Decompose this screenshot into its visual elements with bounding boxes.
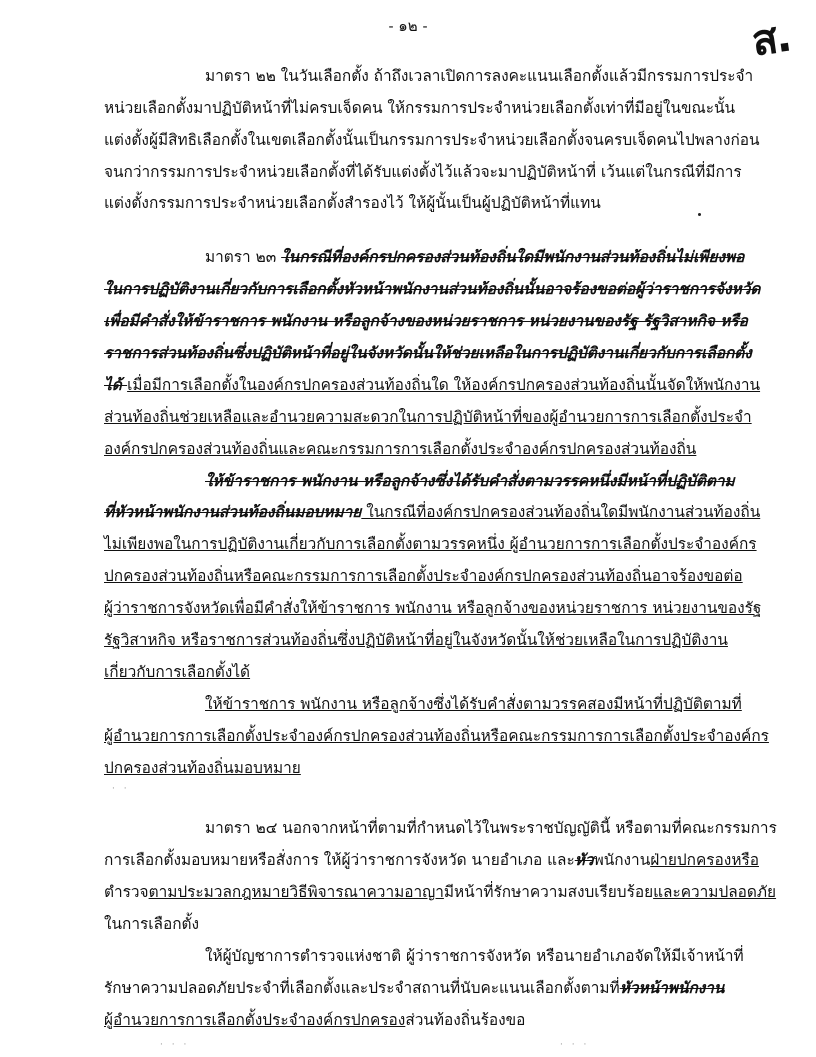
underlined-text: ปกครองส่วนท้องถิ่นหรือคณะกรรมการการเลือกตั้งประจำองค์กรปกครองส่วนท้องถิ่นอาจร้องขอต่อ <box>104 567 743 585</box>
section-23-para-2-line-2 <box>104 502 761 522</box>
section-23-para-2-line-7 <box>104 662 724 682</box>
struck-text: หัวหน้าพนักงาน <box>619 979 725 997</box>
section-23-line-7 <box>104 439 724 459</box>
struck-text: ได้ <box>104 376 128 394</box>
struck-text: เพื่อมีคำสั่งให้ข้าราชการ พนักงาน หรือลูกจ้างของหน่วยราชการ หน่วยงานของรัฐ รัฐวิสาหกิจ หรือ <box>104 312 748 330</box>
plain-text: ส่วนท้องถิ่นร้องขอ <box>405 1011 526 1029</box>
scan-speck: · · <box>112 784 130 794</box>
underlined-text: ปกครองส่วนท้องถิ่นมอบหมาย <box>104 759 301 777</box>
handwritten-stamp: ส. <box>749 11 794 66</box>
underlined-text: และความปลอดภัย <box>653 883 777 901</box>
scan-speck: · · · <box>160 1040 190 1050</box>
section-23-para-2-line-4 <box>104 566 743 586</box>
speck-dot <box>698 213 701 216</box>
section-23-para-2-line-1 <box>205 471 735 491</box>
scan-speck: · · · <box>560 1040 590 1050</box>
struck-text: ในการปฏิบัติงานเกี่ยวกับการเลือกตั้งหัวหน้าพนักงานส่วนท้องถิ่นนั้นอาจร้องขอต่อผู้ว่าราชการจังหวัด <box>104 280 761 298</box>
section-23-line-6 <box>104 407 752 427</box>
page-number: - ๑๒ - <box>388 17 428 35</box>
plain-text: การเลือกตั้งมอบหมายหรือสั่งการ ให้ผู้ว่าราชการจังหวัด นายอำเภอ และ <box>104 851 575 869</box>
section-23-para-3-line-2 <box>104 726 769 746</box>
section-23-para-3-line-1 <box>205 694 742 714</box>
plain-text: รักษาความปลอดภัยประจำที่เลือกตั้งและประจำสถานที่นับคะแนนเลือกตั้งตามที่ <box>104 979 620 997</box>
section-24-para-2-line-3 <box>104 1010 724 1030</box>
plain-text: พนักงาน <box>593 851 651 869</box>
plain-text: ตำรวจ <box>104 883 149 901</box>
section-24-para-2-line-1: ให้ผู้บัญชาการตำรวจแห่งชาติ ผู้ว่าราชการจังหวัด หรือนายอำเภอจัดให้มีเจ้าหน้าที่ <box>205 947 744 965</box>
underlined-text: ผู้อำนวยการการเลือกตั้งประจำองค์กรปกครอง <box>104 1011 406 1029</box>
section-23-para-2-line-3 <box>104 534 757 554</box>
section-23-para-2-line-5 <box>104 598 762 618</box>
section-22-line-2: หน่วยเลือกตั้งมาปฏิบัติหน้าที่ไม่ครบเจ็ดคน ให้กรรมการประจำหน่วยเลือกตั้งเท่าที่มีอยู่ในขณะนั้น <box>104 99 736 117</box>
section-22-line-1: มาตรา ๒๒ ในวันเลือกตั้ง ถ้าถึงเวลาเปิดการลงคะแนนเลือกตั้งแล้วมีกรรมการประจำ <box>205 67 754 85</box>
section-23-line-1 <box>205 247 745 267</box>
underlined-text: องค์กรปกครองส่วนท้องถิ่นและคณะกรรมการการเลือกตั้งประจำองค์กรปกครองส่วนท้องถิ่น <box>104 440 697 458</box>
underlined-text: ให้ข้าราชการ พนักงาน หรือลูกจ้างซึ่งได้รับคำสั่งตามวรรคสองมีหน้าที่ปฏิบัติตามที่ <box>205 695 742 713</box>
section-23-heading: มาตรา ๒๓ <box>205 248 282 266</box>
section-23-line-2 <box>104 279 761 299</box>
underlined-text: ฝ่ายปกครองหรือ <box>650 851 759 869</box>
underlined-text: ผู้ว่าราชการจังหวัดเพื่อมีคำสั่งให้ข้าราชการ พนักงาน หรือลูกจ้างของหน่วยราชการ หน่วยงานของรัฐ <box>104 599 762 617</box>
struck-text: ในกรณีที่องค์กรปกครองส่วนท้องถิ่นใดมีพนักงานส่วนท้องถิ่นไม่เพียงพอ <box>281 248 745 266</box>
struck-text: หัว <box>574 851 594 869</box>
struck-text: ให้ข้าราชการ พนักงาน หรือลูกจ้างซึ่งได้รับคำสั่งตามวรรคหนึ่งมีหน้าที่ปฏิบัติตาม <box>205 472 735 490</box>
section-23-line-3 <box>104 311 748 331</box>
plain-text: มีหน้าที่รักษาความสงบเรียบร้อย <box>443 883 654 901</box>
section-24-line-4: ในการเลือกตั้ง <box>104 915 200 933</box>
underlined-text: รัฐวิสาหกิจ หรือราชการส่วนท้องถิ่นซึ่งปฏิบัติหน้าที่อยู่ในจังหวัดนั้นให้ช่วยเหลือในการปฏิบัติงาน <box>104 631 728 649</box>
section-24-line-2 <box>104 850 759 870</box>
section-24-line-3 <box>104 882 777 902</box>
underlined-text: ผู้อำนวยการการเลือกตั้งประจำองค์กรปกครองส่วนท้องถิ่นหรือคณะกรรมการการเลือกตั้งประจำองค์กร <box>104 727 769 745</box>
struck-text: ราชการส่วนท้องถิ่นซึ่งปฏิบัติหน้าที่อยู่ในจังหวัดนั้นให้ช่วยเหลือในการปฏิบัติงานเกี่ยวกับการเลือกตั้ง <box>104 344 752 362</box>
section-22-line-3: แต่งตั้งผู้มีสิทธิเลือกตั้งในเขตเลือกตั้งนั้นเป็นกรรมการประจำหน่วยเลือกตั้งจนครบเจ็ดคนไปพลางก่อน <box>104 131 760 149</box>
underlined-text: ส่วนท้องถิ่นช่วยเหลือและอำนวยความสะดวกในการปฏิบัติหน้าที่ของผู้อำนวยการการเลือกตั้งประจำ <box>104 408 752 426</box>
section-24-para-2-line-2 <box>104 978 724 998</box>
struck-text: ที่หัวหน้าพนักงานส่วนท้องถิ่นมอบหมาย <box>104 503 362 521</box>
section-24-line-1: มาตรา ๒๔ นอกจากหน้าที่ตามที่กำหนดไว้ในพระราชบัญญัตินี้ หรือตามที่คณะกรรมการ <box>205 819 777 837</box>
section-22-line-5: แต่งตั้งกรรมการประจำหน่วยเลือกตั้งสำรองไว้ ให้ผู้นั้นเป็นผู้ปฏิบัติหน้าที่แทน <box>104 194 601 212</box>
underlined-text: ตามประมวลกฎหมายวิธีพิจารณาความอาญา <box>148 883 444 901</box>
section-22-line-4: จนกว่ากรรมการประจำหน่วยเลือกตั้งที่ได้รับแต่งตั้งไว้แล้วจะมาปฏิบัติหน้าที่ เว้นแต่ในกรณีที่มีการ <box>104 163 742 181</box>
section-23-para-2-line-6 <box>104 630 728 650</box>
underlined-text: ไม่เพียงพอในการปฏิบัติงานเกี่ยวกับการเลือกตั้งตามวรรคหนึ่ง ผู้อำนวยการการเลือกตั้งประจำองค์กร <box>104 535 757 553</box>
section-23-line-4 <box>104 343 752 363</box>
underlined-text: เกี่ยวกับการเลือกตั้งได้ <box>104 663 251 681</box>
underlined-text: เมื่อมีการเลือกตั้งในองค์กรปกครองส่วนท้องถิ่นใด ให้องค์กรปกครองส่วนท้องถิ่นนั้นจัดให้พนักงาน <box>127 376 761 394</box>
section-23-para-3-line-3 <box>104 758 724 778</box>
underlined-text: ในกรณีที่องค์กรปกครองส่วนท้องถิ่นใดมีพนักงานส่วนท้องถิ่น <box>361 503 761 521</box>
section-23-line-5 <box>104 375 761 395</box>
